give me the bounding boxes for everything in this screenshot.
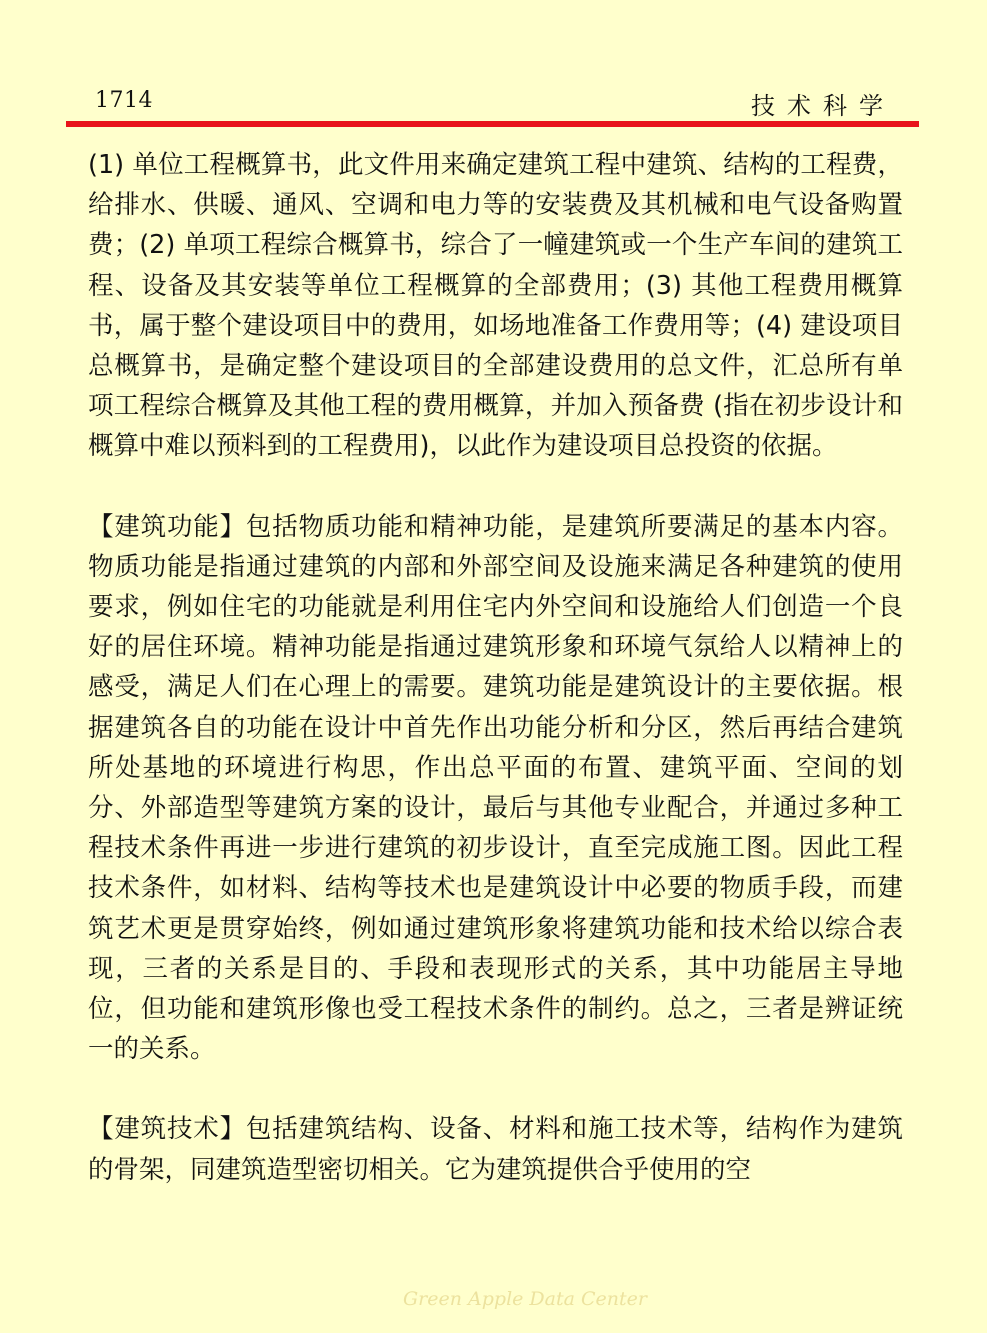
header-rule	[66, 121, 919, 127]
page-number: 1714	[95, 88, 153, 113]
paragraph-building-function: 【建筑功能】包括物质功能和精神功能，是建筑所要满足的基本内容。物质功能是指通过建筑的内部和外部空间及设施来满足各种建筑的使用要求，例如住宅的功能就是利用住宅内外空间和设施给人们创造一个良好的居住环境。精神功能是指通过建筑形象和环境气氛给人以精神上的感受，满足人们在心理上的需要。建筑功能是建筑设计的主要依据。根据建筑各自的功能在设计中首先作出功能分析和分区，然后再结合建筑所处基地的环境进行构思，作出总平面的布置、建筑平面、空间的划分、外部造型等建筑方案的设计，最后与其他专业配合，并通过多种工程技术条件再进一步进行建筑的初步设计，直至完成施工图。因此工程技术条件，如材料、结构等技术也是建筑设计中必要的物质手段，而建筑艺术更是贯穿始终，例如通过建筑形象将建筑功能和技术给以综合表现，三者的关系是目的、手段和表现形式的关系，其中功能居主导地位，但功能和建筑形像也受工程技术条件的制约。总之，三者是辨证统一的关系。	[88, 511, 903, 1065]
paragraph-estimate-documents: (1) 单位工程概算书，此文件用来确定建筑工程中建筑、结构的工程费，给排水、供暖、通风、空调和电力等的安装费及其机械和电气设备购置费；(2) 单项工程综合概算书，综合了一幢建筑或一个生产车间的建筑工程、设备及其安装等单位工程概算的全部费用；(3) 其他工程费用概算书，属于整个建设项目中的费用，如场地准备工作费用等；(4) 建设项目总概算书，是确定整个建设项目的全部建设费用的总文件，汇总所有单项工程综合概算及其他工程的费用概算，并加入预备费 (指在初步设计和概算中难以预料到的工程费用)，以此作为建设项目总投资的依据。	[88, 150, 903, 462]
running-title: 技术科学	[751, 92, 895, 120]
footer-watermark: Green Apple Data Center	[403, 1288, 647, 1310]
paragraph-building-technology: 【建筑技术】包括建筑结构、设备、材料和施工技术等，结构作为建筑的骨架，同建筑造型密切相关。它为建筑提供合乎使用的空	[88, 1114, 903, 1185]
page-content	[88, 145, 903, 1230]
